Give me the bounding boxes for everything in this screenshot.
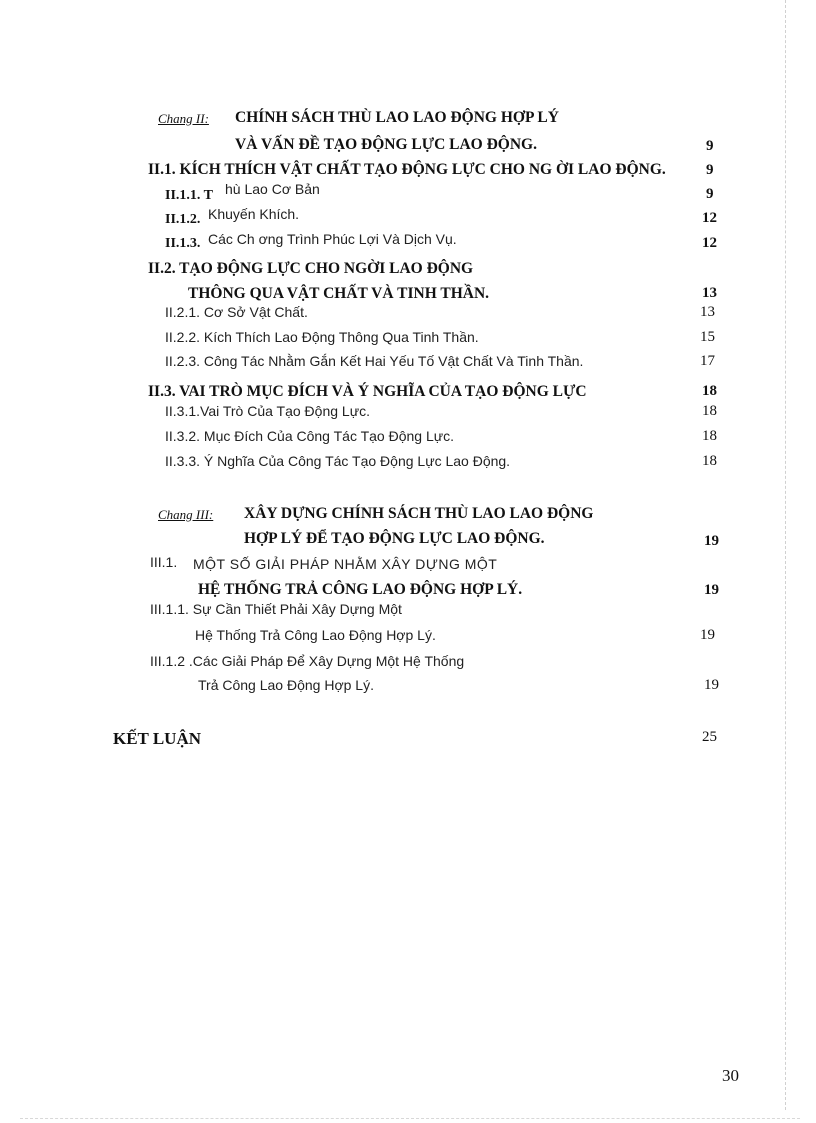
section-2-1-title: II.1. KÍCH THÍCH VẬT CHẤT TẠO ĐỘNG LỰC CHO NG ỜI LAO ĐỘNG. [148, 161, 666, 178]
chapter2-title-line2: VÀ VẤN ĐỀ TẠO ĐỘNG LỰC LAO ĐỘNG. [235, 136, 537, 153]
section-2-1-3-number: II.1.3. [165, 236, 201, 251]
chapter2-page: 9 [706, 138, 714, 154]
section-2-2-2-page: 15 [700, 329, 715, 345]
section-2-3-2-page: 18 [702, 428, 717, 444]
section-2-1-1-title: hù Lao Cơ Bản [225, 181, 320, 197]
section-2-1-2-title: Khuyến Khích. [208, 206, 300, 222]
section-2-3-1-title: II.3.1.Vai Trò Của Tạo Động Lực. [165, 403, 370, 419]
section-2-2-3-page: 17 [700, 353, 715, 369]
section-2-1-1-number: II.1.1. T [165, 188, 213, 203]
chapter3-title-line1: XÂY DỰNG CHÍNH SÁCH THÙ LAO LAO ĐỘNG [244, 505, 594, 522]
chapter3-label: Chang III: [158, 507, 214, 522]
section-2-2-title-line2: THÔNG QUA VẬT CHẤT VÀ TINH THẦN. [188, 285, 490, 302]
section-2-1-3-title: Các Ch ơng Trình Phúc Lợi Và Dịch Vụ. [208, 231, 457, 247]
section-3-1-2-page: 19 [704, 677, 719, 693]
conclusion-title: KẾT LUẬN [113, 729, 202, 748]
section-2-1-2-page: 12 [702, 210, 717, 226]
section-2-2-2-title: II.2.2. Kích Thích Lao Động Thông Qua Tinh Thần. [165, 329, 479, 345]
section-2-3-3-title: II.3.3. Ý Nghĩa Của Công Tác Tạo Động Lực Lao Động. [165, 453, 511, 469]
chapter2-label: Chang II: [158, 111, 209, 126]
section-2-3-2-title: II.3.2. Mục Đích Của Công Tác Tạo Động Lực. [165, 428, 454, 444]
section-2-3-title: II.3. VAI TRÒ MỤC ĐÍCH VÀ Ý NGHĨA CỦA TẠO ĐỘNG LỰC [148, 383, 587, 400]
page-edge-bottom [20, 1118, 800, 1119]
conclusion-page: 25 [702, 729, 717, 745]
section-3-1-2-title-line1: III.1.2 .Các Giải Pháp Để Xây Dựng Một Hệ Thống [150, 653, 465, 669]
section-3-1-title-line2: HỆ THỐNG TRẢ CÔNG LAO ĐỘNG HỢP LÝ. [198, 581, 523, 598]
page-edge-right [785, 0, 786, 1110]
section-2-1-page: 9 [706, 162, 714, 178]
section-3-1-1-page: 19 [700, 627, 715, 643]
section-2-2-3-title: II.2.3. Công Tác Nhằm Gắn Kết Hai Yếu Tố Vật Chất Và Tinh Thần. [165, 353, 584, 369]
section-3-1-1-title-line2: Hệ Thống Trả Công Lao Động Hợp Lý. [195, 627, 436, 643]
section-3-1-1-title-line1: III.1.1. Sự Cần Thiết Phải Xây Dựng Một [150, 601, 402, 617]
section-2-3-3-page: 18 [702, 453, 717, 469]
section-3-1-page: 19 [704, 582, 719, 598]
chapter3-title-line2: HỢP LÝ ĐỂ TẠO ĐỘNG LỰC LAO ĐỘNG. [244, 530, 545, 547]
chapter2-title-line1: CHÍNH SÁCH THÙ LAO LAO ĐỘNG HỢP LÝ [235, 109, 559, 126]
section-3-1-2-title-line2: Trả Công Lao Động Hợp Lý. [198, 677, 374, 693]
section-2-1-1-page: 9 [706, 186, 714, 202]
section-3-1-number: III.1. [150, 554, 178, 570]
section-2-2-title-line1: II.2. TẠO ĐỘNG LỰC CHO NGỜI LAO ĐỘNG [148, 260, 474, 277]
section-3-1-title-line1: MỘT SỐ GIẢI PHÁP NHẰM XÂY DỰNG MỘT [193, 556, 498, 572]
section-2-1-3-page: 12 [702, 235, 717, 251]
chapter3-page: 19 [704, 533, 719, 549]
page-number: 30 [722, 1066, 739, 1085]
section-2-3-1-page: 18 [702, 403, 717, 419]
section-2-2-1-page: 13 [700, 304, 715, 320]
section-2-3-page: 18 [702, 383, 717, 399]
section-2-1-2-number: II.1.2. [165, 212, 201, 227]
section-2-2-1-title: II.2.1. Cơ Sở Vật Chất. [165, 304, 308, 320]
section-2-2-page: 13 [702, 285, 717, 301]
